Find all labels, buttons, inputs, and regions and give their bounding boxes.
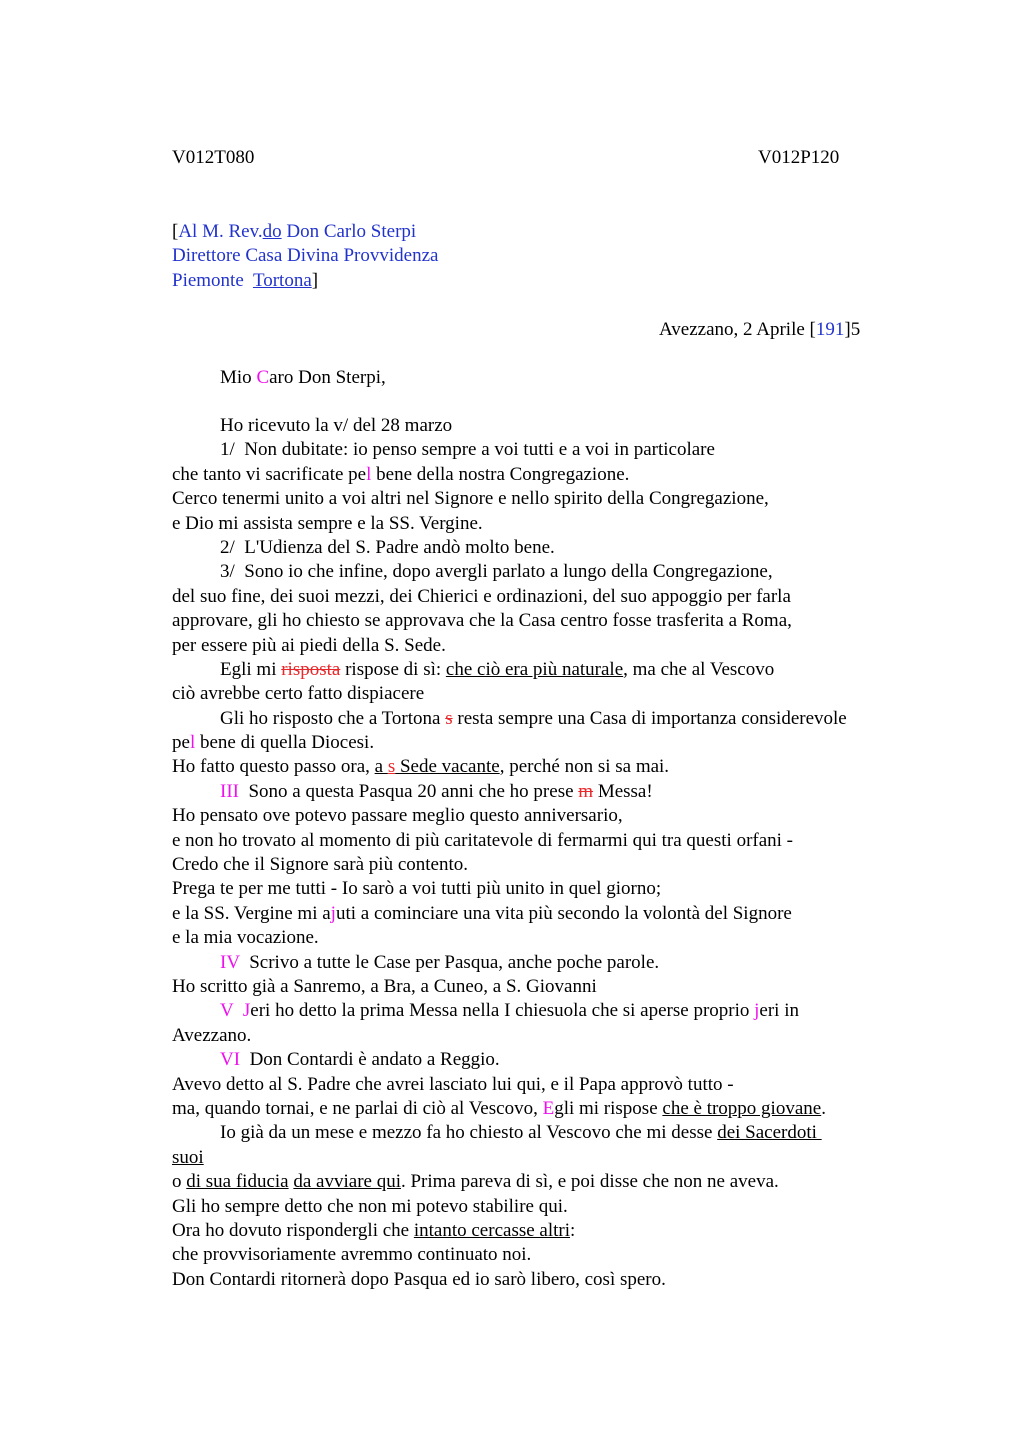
body-line: ma, quando tornai, e ne parlai di ciò al Vescovo, Egli mi rispose che è troppo giovane. [172,1097,826,1119]
body-line: e non ho trovato al momento di più caritatevole di fermarmi qui tra questi orfani - [172,829,794,851]
body-line: Io già da un mese e mezzo fa ho chiesto al Vescovo che mi desse dei Sacerdoti [220,1122,822,1144]
body-line: suoi [172,1146,204,1168]
body-line: Avezzano. [172,1024,252,1046]
body-line: III Sono a questa Pasqua 20 anni che ho prese m Messa! [220,780,653,802]
body-line: che tanto vi sacrificate pel bene della nostra Congregazione. [172,463,630,485]
deleted-text: s [445,707,453,729]
body-line: che provvisoriamente avremmo continuato noi. [172,1244,532,1266]
body-line: 2/ L'Udienza del S. Padre andò molto bene. [220,536,555,558]
body-line: e la SS. Vergine mi ajuti a cominciare una vita più secondo la volontà del Signore [172,902,792,924]
body-line: IV Scrivo a tutte le Case per Pasqua, anche poche parole. [220,951,660,973]
body-line: per essere più ai piedi della S. Sede. [172,634,446,656]
body-line: pel bene di quella Diocesi. [172,732,375,754]
body-line: ciò avrebbe certo fatto dispiacere [172,683,425,705]
body-line: 1/ Non dubitate: io penso sempre a voi tutti e a voi in particolare [220,439,715,461]
body-line: e la mia vocazione. [172,927,319,949]
body-line: Ho ricevuto la v/ del 28 marzo [220,415,453,436]
body-line: Avevo detto al S. Padre che avrei lasciato lui qui, e il Papa approvò tutto - [172,1073,734,1095]
address-line-2: Direttore Casa Divina Provvidenza [172,245,439,266]
body-line: Prega te per me tutti - Io sarò a voi tutti più unito in quel giorno; [172,878,662,900]
body-line: Credo che il Signore sarà più contento. [172,854,469,876]
body-line: VI Don Contardi è andato a Reggio. [220,1049,500,1071]
salutation: Mio Caro Don Sterpi, [220,367,386,388]
body-line: del suo fine, dei suoi mezzi, dei Chierici e ordinazioni, del suo appoggio per farla [172,585,791,607]
body-line: approvare, gli ho chiesto se approvava che la Casa centro fosse trasferita a Roma, [172,610,792,632]
body-line: Ora ho dovuto rispondergli che intanto cercasse altri: [172,1219,576,1241]
body-line: Gli ho sempre detto che non mi potevo stabilire qui. [172,1195,568,1217]
deleted-text: risposta [281,658,341,680]
body-line: 3/ Sono io che infine, dopo avergli parlato a lungo della Congregazione, [220,561,773,583]
deleted-text: s [387,756,396,778]
dateline: Avezzano, 2 Aprile [191]5 [659,319,861,340]
header-left-code: V012T080 [172,147,255,168]
body-line: Gli ho risposto che a Tortona s resta sempre una Casa di importanza considerevole [220,707,847,729]
body-line: Ho fatto questo passo ora, a s Sede vacante, perché non si sa mai. [172,756,670,778]
body-line: Cerco tenermi unito a voi altri nel Signore e nello spirito della Congregazione, [172,488,769,510]
body-line: Ho scritto già a Sanremo, a Bra, a Cuneo, a S. Giovanni [172,975,597,997]
body-line: e Dio mi assista sempre e la SS. Vergine. [172,512,483,534]
address-line-3: Piemonte Tortona] [172,270,319,291]
body-line: Egli mi risposta rispose di sì: che ciò era più naturale, ma che al Vescovo [220,658,775,680]
body-line: o di sua fiducia da avviare qui. Prima pareva di sì, e poi disse che non ne aveva. [172,1171,779,1193]
deleted-text: m [578,780,594,802]
letter-body [172,414,932,1292]
header-right-code: V012P120 [758,147,840,168]
body-line: Don Contardi ritornerà dopo Pasqua ed io sarò libero, così spero. [172,1268,666,1290]
address-line-1: [Al M. Rev.do Don Carlo Sterpi [172,221,417,242]
body-line: V Jeri ho detto la prima Messa nella I chiesuola che si aperse proprio jeri in [220,1000,799,1022]
body-line: Ho pensato ove potevo passare meglio questo anniversario, [172,805,623,827]
